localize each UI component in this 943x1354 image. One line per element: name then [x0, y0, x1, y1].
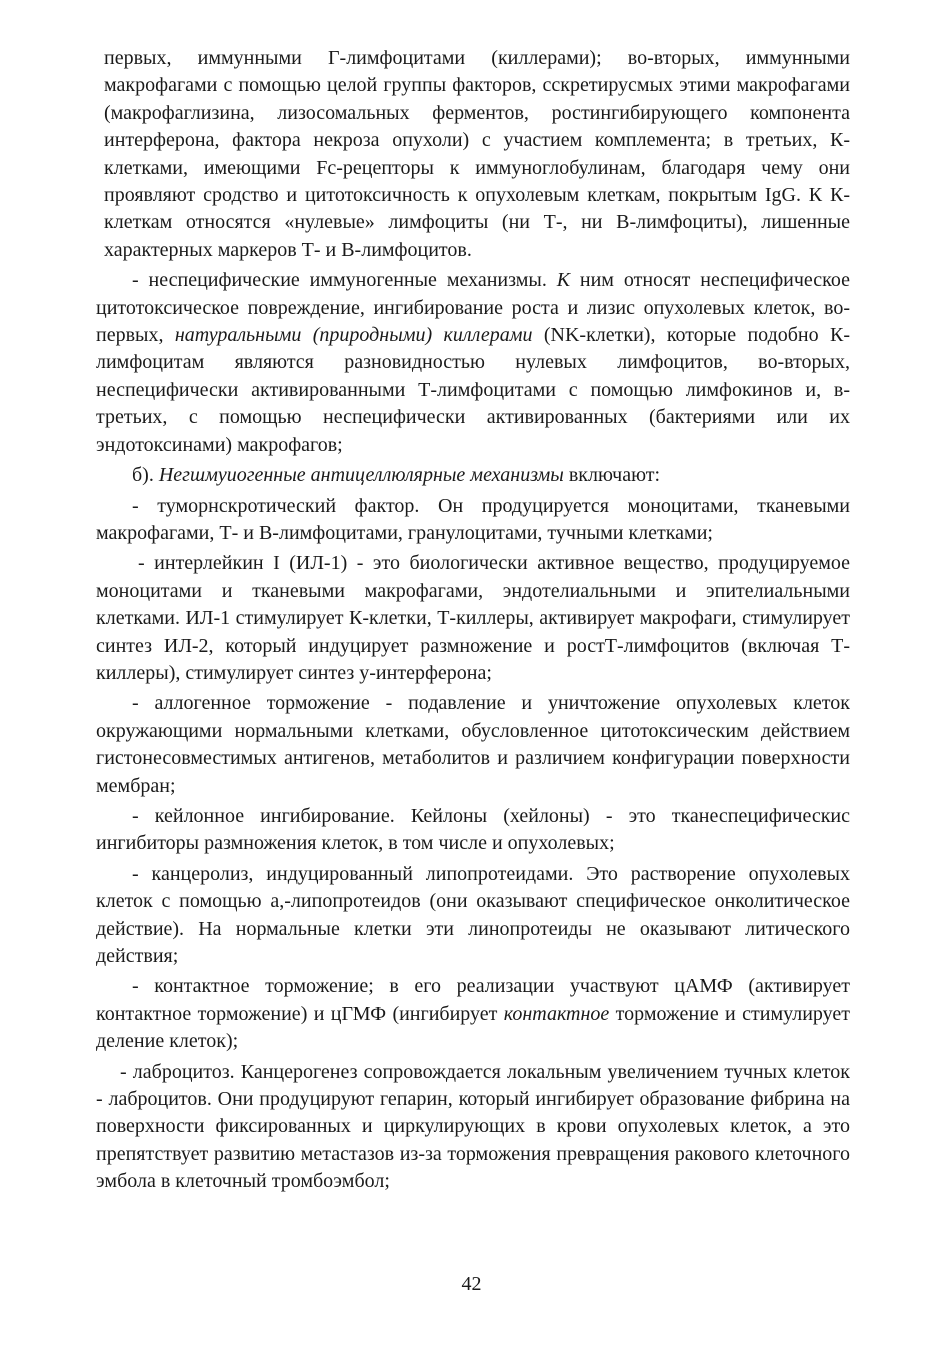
paragraph-labrocytosis: - лаброцитоз. Канцерогенез сопровождается локальным увеличением тучных клеток - лаброцитов. Они продуцируют гепарин, который ингибирует образование фибрина на поверхности фиксированных и циркулирующих в крови опухолевых клеток, а это препятствует развитию метастазов из-за торможения превращения ракового клеточного эмбола в клеточный тромбоэмбол;	[96, 1060, 850, 1193]
text-run: (NK-клетки), которые подобно К-лимфоцитам являются разновидностью нулевых лимфоцитов, во-вторых, неспецифически активированными Т-лимфоцитами с помощью лимфокинов и, в-третьих, с помощью неспецифически активированных (бактериями или их эндотоксинами) макрофагов;	[96, 324, 851, 456]
italic-run: натуральными (природными) киллерами	[174, 324, 533, 347]
italic-run: Негшмуиогенные антицеллюлярные механизмы	[158, 464, 564, 487]
text-run: б).	[132, 464, 159, 487]
paragraph-keylone-inhibition: - кейлонное ингибирование. Кейлоны (хейлоны) - это тканеспецифическис ингибиторы размножения клеток, в том числе и опухолевых;	[96, 804, 850, 855]
text-run: ним относят неспецифическое цитотоксическое повреждение, ингибирование роста и лизис опухолевых клеток, во-первых,	[96, 269, 850, 347]
body-text	[96, 45, 850, 1199]
paragraph-tnf: - туморнскротический фактор. Он продуцируется моноцитами, тканевыми макрофагами, Т- и В-лимфоцитами, гранулоцитами, тучными клетками;	[96, 494, 850, 544]
italic-run: контактное	[503, 1002, 610, 1025]
paragraph-immune-cells: первых, иммунными Г-лимфоцитами (киллерами); во-вторых, иммунными макрофагами с помощью целой группы факторов, сскретирусмых этими макрофагами (макрофаглизина, лизосомальных ферментов, ростингибирующего компонента интерферона, фактора некроза опухоли) с участием комплемента; в третьих, К-клетками, имеющими Fc-рецепторы к иммуноглобулинам, благодаря чему они проявляют сродство и цитотоксичность к опухолевым клеткам, покрытым IgG. К К-клеткам относятся «нулевые» лимфоциты (ни Т-, ни В-лимфоциты), лишенные характерных маркеров Т- и В-лимфоцитов.	[104, 47, 850, 261]
text-run: включают:	[563, 464, 661, 487]
paragraph-interleukin: - интерлейкин I (ИЛ-1) - это биологически активное вещество, продуцируемое моноцитами и тканевыми макрофагами, эндотелиальными и эпителиальными клетками. ИЛ-1 стимулирует К-клетки, Т-киллеры, активирует макрофаги, стимулирует синтез ИЛ-2, который индуцирует размножение и ростТ-лимфоцитов (включая Т-киллеры), стимулирует синтез у-интерферона;	[96, 552, 850, 684]
paragraph-allogeneic-inhibition: - аллогенное торможение - подавление и уничтожение опухолевых клеток окружающими нормальными клетками, обусловленное цитотоксическим действием гистонесовместимых антигенов, метаболитов и различием конфигурации поверхности мембран;	[96, 692, 850, 797]
text-run: - неспецифические иммуногенные механизмы.	[132, 269, 557, 292]
paragraph-cancerolysis: - канцеролиз, индуцированный липопротеидами. Это растворение опухолевых клеток с помощью а,-липопротеидов (они оказывают специфическое онколитическое действие). На нормальные клетки эти линопротеиды не оказывают литического действия;	[96, 862, 850, 967]
page-number: 42	[461, 1273, 482, 1295]
text-run: торможение и стимулирует деление клеток);	[96, 1002, 850, 1053]
italic-run: К	[556, 269, 570, 292]
text-run: - контактное торможение; в его реализации участвуют цАМФ (активирует контактное торможение) и цГМФ (ингибирует	[96, 975, 850, 1025]
paragraph-non-immunogenic-heading	[96, 462, 850, 489]
paragraph-contact-inhibition	[96, 973, 850, 1055]
paragraph-nonspecific-immunogenic	[96, 267, 850, 459]
